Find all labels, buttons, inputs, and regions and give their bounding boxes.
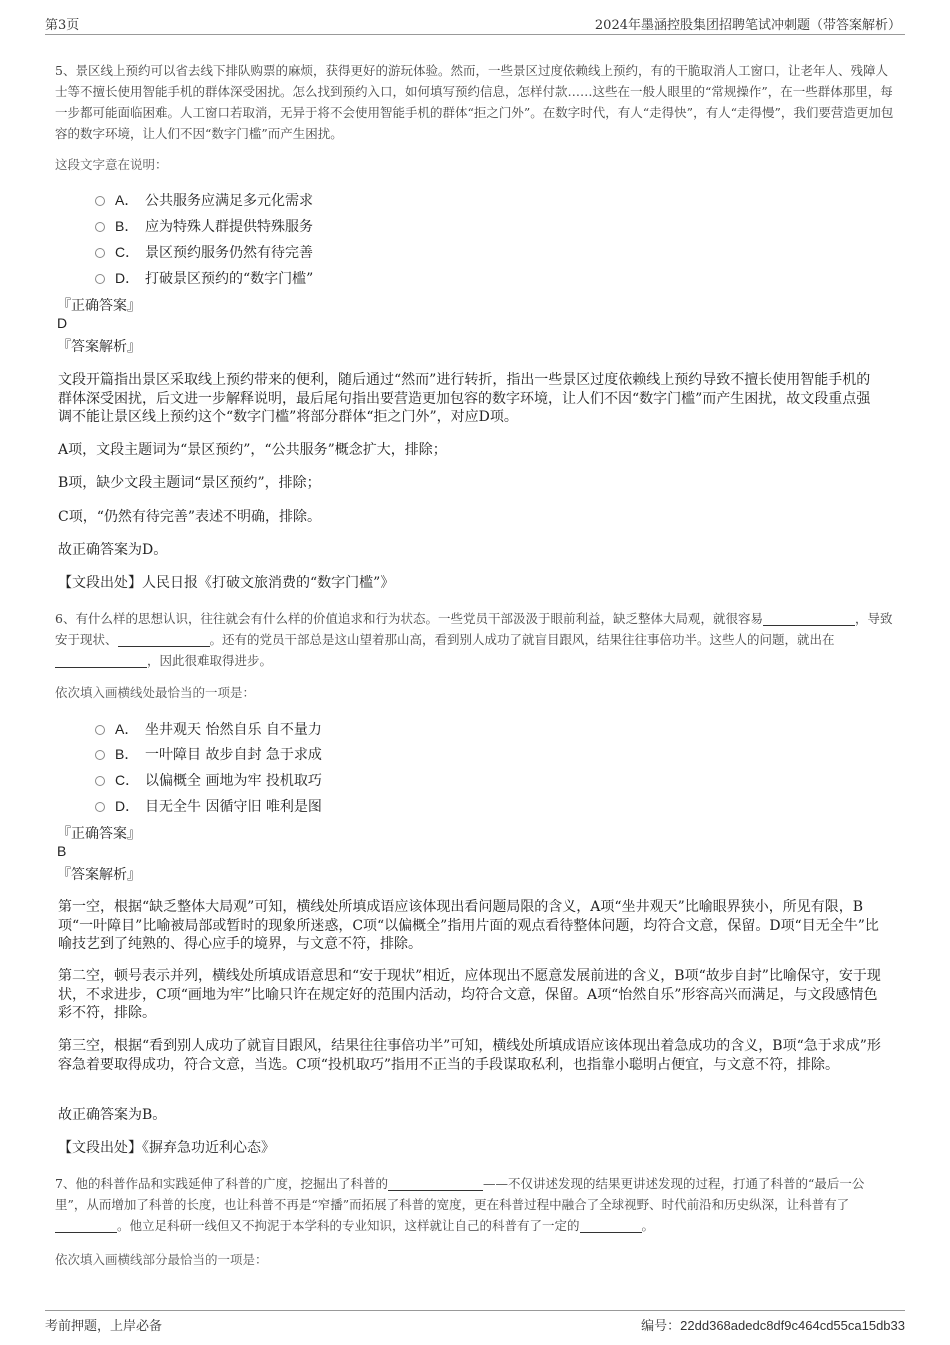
analysis-label: 『答案解析』	[57, 867, 141, 883]
radio-icon[interactable]	[95, 274, 105, 284]
question-5-option-c[interactable]: C． 景区预约服务仍然有待完善	[95, 242, 313, 263]
analysis-paragraph: 第三空，根据“看到别人成功了就盲目跟风，结果往往事倍功半”可知，横线处所填成语应该体现出着急成功的含义，B项“急于求成”形容急着要取得成功，符合文意，当选。C项“投机取巧”指用不正当的手段谋取私利，也指靠小聪明占便宜，与文意不符，排除。	[58, 1038, 881, 1073]
answer-label: 『正确答案』	[57, 298, 141, 314]
question-5-option-d[interactable]: D． 打破景区预约的“数字门槛”	[95, 268, 313, 289]
analysis-paragraph: C项，“仍然有待完善”表述不明确，排除。	[58, 509, 322, 525]
correct-answer: B	[57, 843, 67, 859]
question-5-prompt: 这段文字意在说明：	[55, 157, 168, 172]
radio-icon[interactable]	[95, 248, 105, 258]
question-6-option-b[interactable]: B． 一叶障目 故步自封 急于求成	[95, 744, 322, 765]
page-header	[45, 10, 905, 35]
page-number: 第3页	[45, 18, 80, 33]
analysis-label: 『答案解析』	[57, 339, 141, 355]
footer-slogan: 考前押题，上岸必备	[45, 1319, 163, 1334]
analysis-paragraph: 文段开篇指出景区采取线上预约带来的便利，随后通过“然而”进行转折，指出一些景区过度依赖线上预约导致不擅长使用智能手机的群体深受困扰，后文进一步解释说明，最后尾句指出要营造更加包容的数字环境，让人们不因“数字门槛”而产生困扰，故文段重点强调不能让景区线上预约这个“数字门槛”将部分群体“拒之门外”，对应D项。	[58, 372, 871, 425]
page-footer	[45, 1310, 905, 1339]
question-7-prompt: 依次填入画横线部分最恰当的一项是：	[55, 1252, 268, 1267]
analysis-paragraph: 第一空，根据“缺乏整体大局观”可知，横线处所填成语应该体现出看问题局限的含义，A项“坐井观天”比喻眼界狭小，所见有限，B项“一叶障目”比喻被局部或暂时的现象所迷惑，C项“以偏概全”指用片面的观点看待整体问题，均符合文意，保留。D项“目无全牛”比喻技艺到了纯熟的、得心应手的境界，与文意不符，排除。	[58, 899, 879, 952]
blank-line	[763, 612, 855, 626]
analysis-paragraph: 第二空，顿号表示并列，横线处所填成语意思和“安于现状”相近，应体现出不愿意发展前进的含义，B项“故步自封”比喻保守，安于现状，不求进步，C项“画地为牢”比喻只许在规定好的范围内活动，均符合文意，保留。A项“怡然自乐”形容高兴而满足，与文段感情色彩不符，排除。	[58, 968, 881, 1021]
question-5-option-b[interactable]: B． 应为特殊人群提供特殊服务	[95, 216, 313, 237]
analysis-paragraph: 故正确答案为D。	[58, 542, 168, 558]
blank-line	[118, 633, 210, 647]
question-6-prompt: 依次填入画横线处最恰当的一项是：	[55, 685, 256, 700]
question-7-stem: 7、他的科普作品和实践延伸了科普的广度，挖掘出了科普的 ——不仅讲述发现的结果更讲述发现的过程，打通了科普的“最后一公里”，从而增加了科普的长度，也让科普不再是“窄播”而拓展了科普的宽度，更在科普过程中融合了全球视野、时代前沿和历史纵深，让科普有了。他立足科研一线但又不拘泥于本学科的专业知识，这样就让自己的科普有了一定的 。	[55, 1176, 865, 1233]
question-5-option-a[interactable]: A． 公共服务应满足多元化需求	[95, 190, 313, 211]
question-6-stem: 6、有什么样的思想认识，往往就会有什么样的价值追求和行为状态。一些党员干部汲汲于眼前利益，缺乏整体大局观，就很容易 ，导致安于现状、 。还有的党员干部总是这山望着那山高，看到别人成功了就盲目跟风，结果往往事倍功半。这些人的问题，就出在，因此很难取得进步。	[55, 611, 893, 668]
blank-line	[55, 654, 147, 668]
question-6-option-c[interactable]: C． 以偏概全 画地为牢 投机取巧	[95, 770, 322, 791]
question-6-option-a[interactable]: A． 坐井观天 怡然自乐 自不量力	[95, 719, 322, 740]
blank-line	[388, 1177, 483, 1191]
source-citation: 【文段出处】《摒弃急功近利心态》	[58, 1140, 275, 1156]
document-code: 编号：22dd368adedc8df9c464cd55ca15db33	[641, 1318, 905, 1334]
analysis-paragraph: 故正确答案为B。	[58, 1107, 167, 1123]
analysis-paragraph: A项，文段主题词为“景区预约”，“公共服务”概念扩大，排除；	[58, 442, 447, 458]
blank-line	[580, 1219, 642, 1233]
question-5-stem: 5、景区线上预约可以省去线下排队购票的麻烦，获得更好的游玩体验。然而，一些景区过度依赖线上预约，有的干脆取消人工窗口，让老年人、残障人士等不擅长使用智能手机的群体深受困扰。怎么找到预约入口，如何填写预约信息，怎样付款……这些在一般人眼里的“常规操作”，在一些群体那里，每一步都可能面临困难。人工窗口若取消，无异于将不会使用智能手机的群体“拒之门外”。在数字时代，有人“走得快”，有人“走得慢”，我们要营造更加包容的数字环境，让人们不因“数字门槛”而产生困扰。	[55, 63, 894, 141]
radio-icon[interactable]	[95, 222, 105, 232]
source-citation: 【文段出处】人民日报《打破文旅消费的“数字门槛”》	[58, 575, 395, 591]
radio-icon[interactable]	[95, 802, 105, 812]
question-6-option-d[interactable]: D． 目无全牛 因循守旧 唯利是图	[95, 796, 322, 817]
radio-icon[interactable]	[95, 776, 105, 786]
correct-answer: D	[57, 315, 68, 331]
radio-icon[interactable]	[95, 725, 105, 735]
analysis-paragraph: B项，缺少文段主题词“景区预约”，排除；	[58, 475, 321, 491]
radio-icon[interactable]	[95, 196, 105, 206]
document-title: 2024年墨涵控股集团招聘笔试冲刺题（带答案解析）	[594, 18, 901, 33]
blank-line	[55, 1219, 117, 1233]
answer-label: 『正确答案』	[57, 826, 141, 842]
radio-icon[interactable]	[95, 750, 105, 760]
